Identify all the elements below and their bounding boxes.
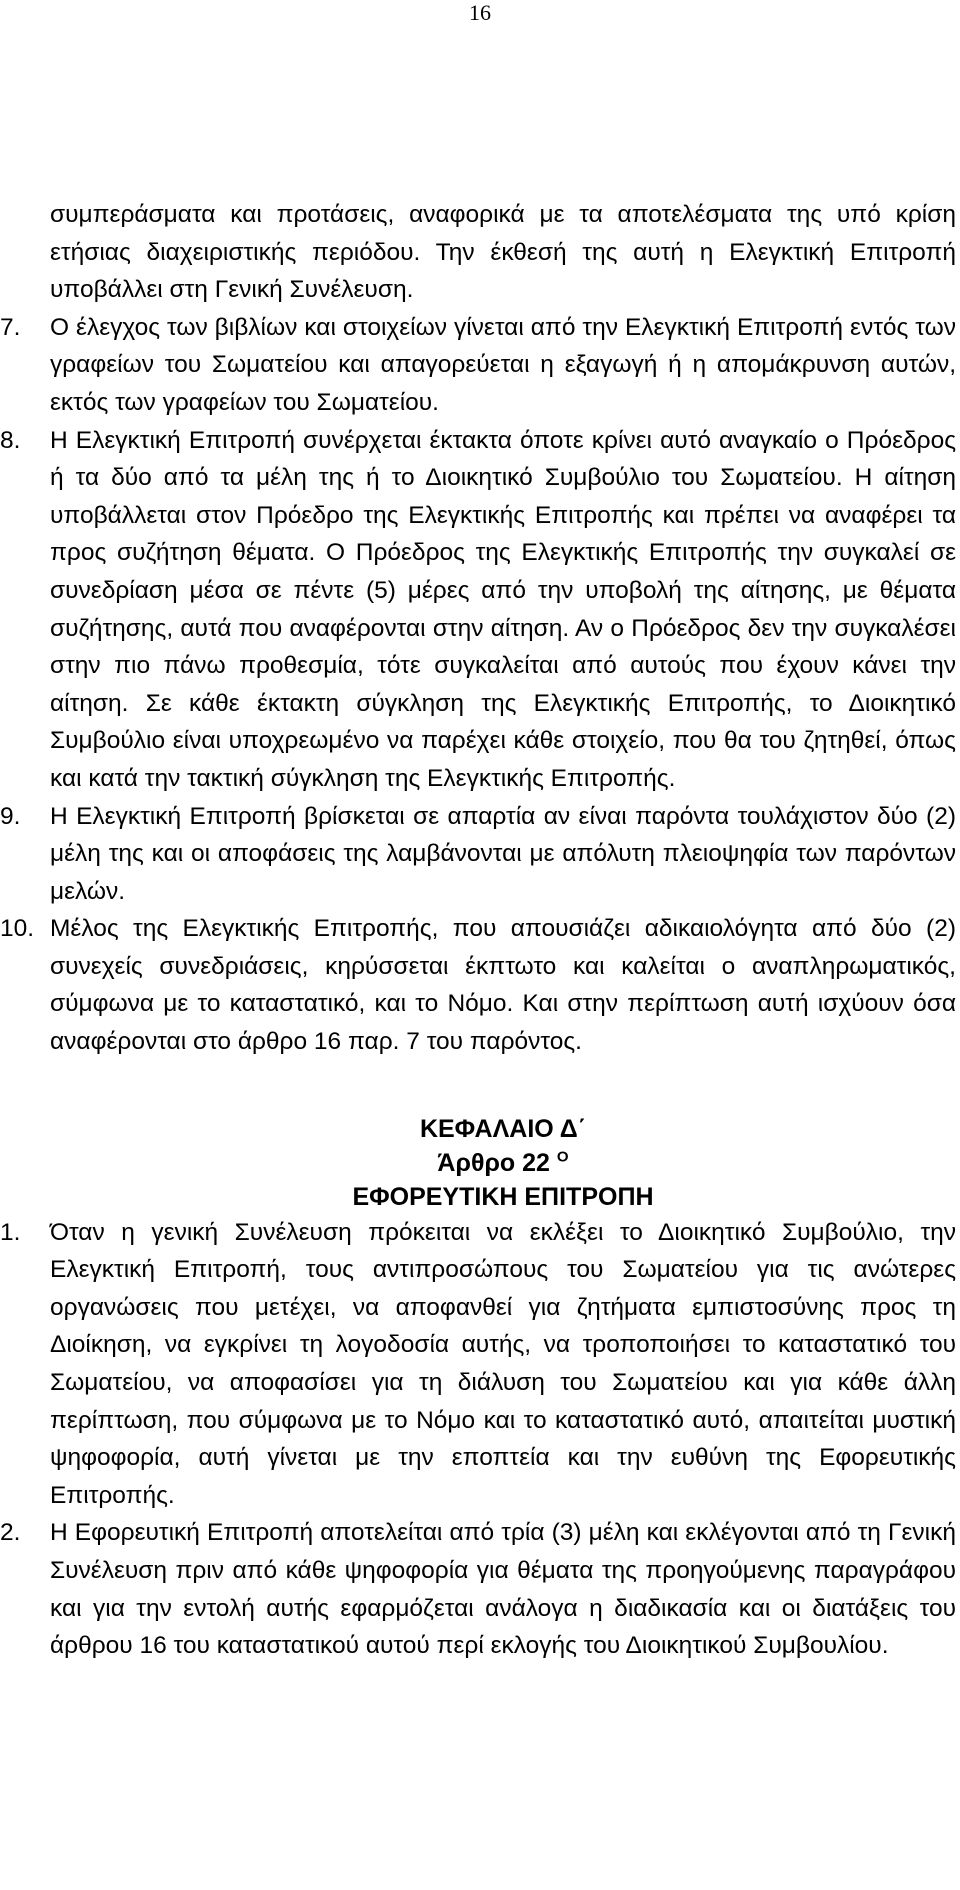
list-item-text: Όταν η γενική Συνέλευση πρόκειται να εκλέξει το Διοικητικό Συμβούλιο, την Ελεγκτική Επιτροπή, τους αντιπροσώπους του Σωματείου για τις ανώτερες οργανώσεις που μετέχει, να αποφανθεί για ζητήματα εμπιστοσύνης προς τη Διοίκηση, να εγκρίνει τη λογοδοσία αυτής, να τροποποιήσει το καταστατικό του Σωματείου, να αποφασίσει για τη διάλυση του Σωματείου και για κάθε άλλη περίπτωση, που σύμφωνα με το Νόμο και το καταστατικό αυτό, απαιτείται μυστική ψηφοφορία, αυτή γίνεται με την εποπτεία και την ευθύνη της Εφορευτικής Επιτροπής. xyxy=(50,1218,956,1509)
list-item-text: Η Ελεγκτική Επιτροπή συνέρχεται έκτακτα όποτε κρίνει αυτό αναγκαίο ο Πρόεδρος ή τα δύο από τα μέλη της ή το Διοικητικό Συμβούλιο του Σωματείου. Η αίτηση υποβάλλεται στον Πρόεδρο της Ελεγκτικής Επιτροπής και πρέπει να αναφέρει τα προς συζήτηση θέματα. Ο Πρόεδρος της Ελεγκτικής Επιτροπής την συγκαλεί σε συνεδρίαση μέσα σε πέντε (5) μέρες από την υποβολή της αίτησης, με θέματα συζήτησης, αυτά που αναφέρονται στην αίτηση. Αν ο Πρόεδρος δεν την συγκαλέσει στην πιο πάνω προθεσμία, τότε συγκαλείται από αυτούς που έχουν κάνει την αίτηση. Σε κάθε έκτακτη σύγκληση της Ελεγκτικής Επιτροπής, το Διοικητικό Συμβούλιο είναι υποχρεωμένο να παρέχει κάθε στοιχείο, που θα του ζητηθεί, όπως και κατά την τακτική σύγκληση της Ελεγκτικής Επιτροπής. xyxy=(50,426,956,792)
list-item xyxy=(0,1214,956,1515)
list-item xyxy=(0,1514,956,1664)
list-item xyxy=(0,798,956,911)
list-item-number: 8. xyxy=(0,426,21,454)
list-item-number: 1. xyxy=(0,1218,21,1246)
list-item-text: Η Ελεγκτική Επιτροπή βρίσκεται σε απαρτία αν είναι παρόντα τουλάχιστον δύο (2) μέλη της και οι αποφάσεις της λαμβάνονται με απόλυτη πλειοψηφία των παρόντων μελών. xyxy=(50,802,956,905)
list-item-text: Η Εφορευτική Επιτροπή αποτελείται από τρία (3) μέλη και εκλέγονται από τη Γενική Συνέλευση πριν από κάθε ψηφοφορία για θέματα της προηγούμενης παραγράφου και για την εντολή αυτής εφαρμόζεται ανάλογα η διαδικασία και οι διατάξεις του άρθρου 16 του καταστατικού αυτού περί εκλογής του Διοικητικού Συμβουλίου. xyxy=(50,1519,956,1660)
list-item-number: 9. xyxy=(0,802,21,830)
article-title-suffix: Ο xyxy=(556,1148,569,1166)
list-item-number: 7. xyxy=(0,313,21,341)
list-item xyxy=(0,309,956,422)
list-item-text: Ο έλεγχος των βιβλίων και στοιχείων γίνεται από την Ελεγκτική Επιτροπή εντός των γραφείων του Σωματείου και απαγορεύεται η εξαγωγή ή η απομάκρυνση αυτών, εκτός των γραφείων του Σωματείου. xyxy=(50,313,956,416)
list-item xyxy=(0,422,956,798)
article-title xyxy=(50,1146,956,1180)
intro-paragraph xyxy=(50,196,956,309)
section-title: ΕΦΟΡΕΥΤΙΚΗ ΕΠΙΤΡΟΠΗ xyxy=(352,1182,654,1211)
list-item-number: 2. xyxy=(0,1519,21,1547)
list-item xyxy=(0,910,956,1060)
list-item-text: Μέλος της Ελεγκτικής Επιτροπής, που απουσιάζει αδικαιολόγητα από δύο (2) συνεχείς συνεδριάσεις, κηρύσσεται έκπτωτο και καλείται ο αναπληρωματικός, σύμφωνα με το καταστατικό, και το Νόμο. Και στην περίπτωση αυτή ισχύουν όσα αναφέρονται στο άρθρο 16 παρ. 7 του παρόντος. xyxy=(50,915,956,1056)
article-title-text: Άρθρο 22 xyxy=(437,1148,550,1177)
document-body xyxy=(0,196,956,1665)
list-item-number: 10. xyxy=(0,915,35,943)
chapter-title: ΚΕΦΑΛΑΙΟ Δ΄ xyxy=(419,1114,587,1143)
intro-text: συμπεράσματα και προτάσεις, αναφορικά με τα αποτελέσματα της υπό κρίση ετήσιας διαχειριστικής περιόδου. Την έκθεσή της αυτή η Ελεγκτική Επιτροπή υποβάλλει στη Γενική Συνέλευση. xyxy=(50,201,956,304)
page-number: 16 xyxy=(469,0,491,25)
